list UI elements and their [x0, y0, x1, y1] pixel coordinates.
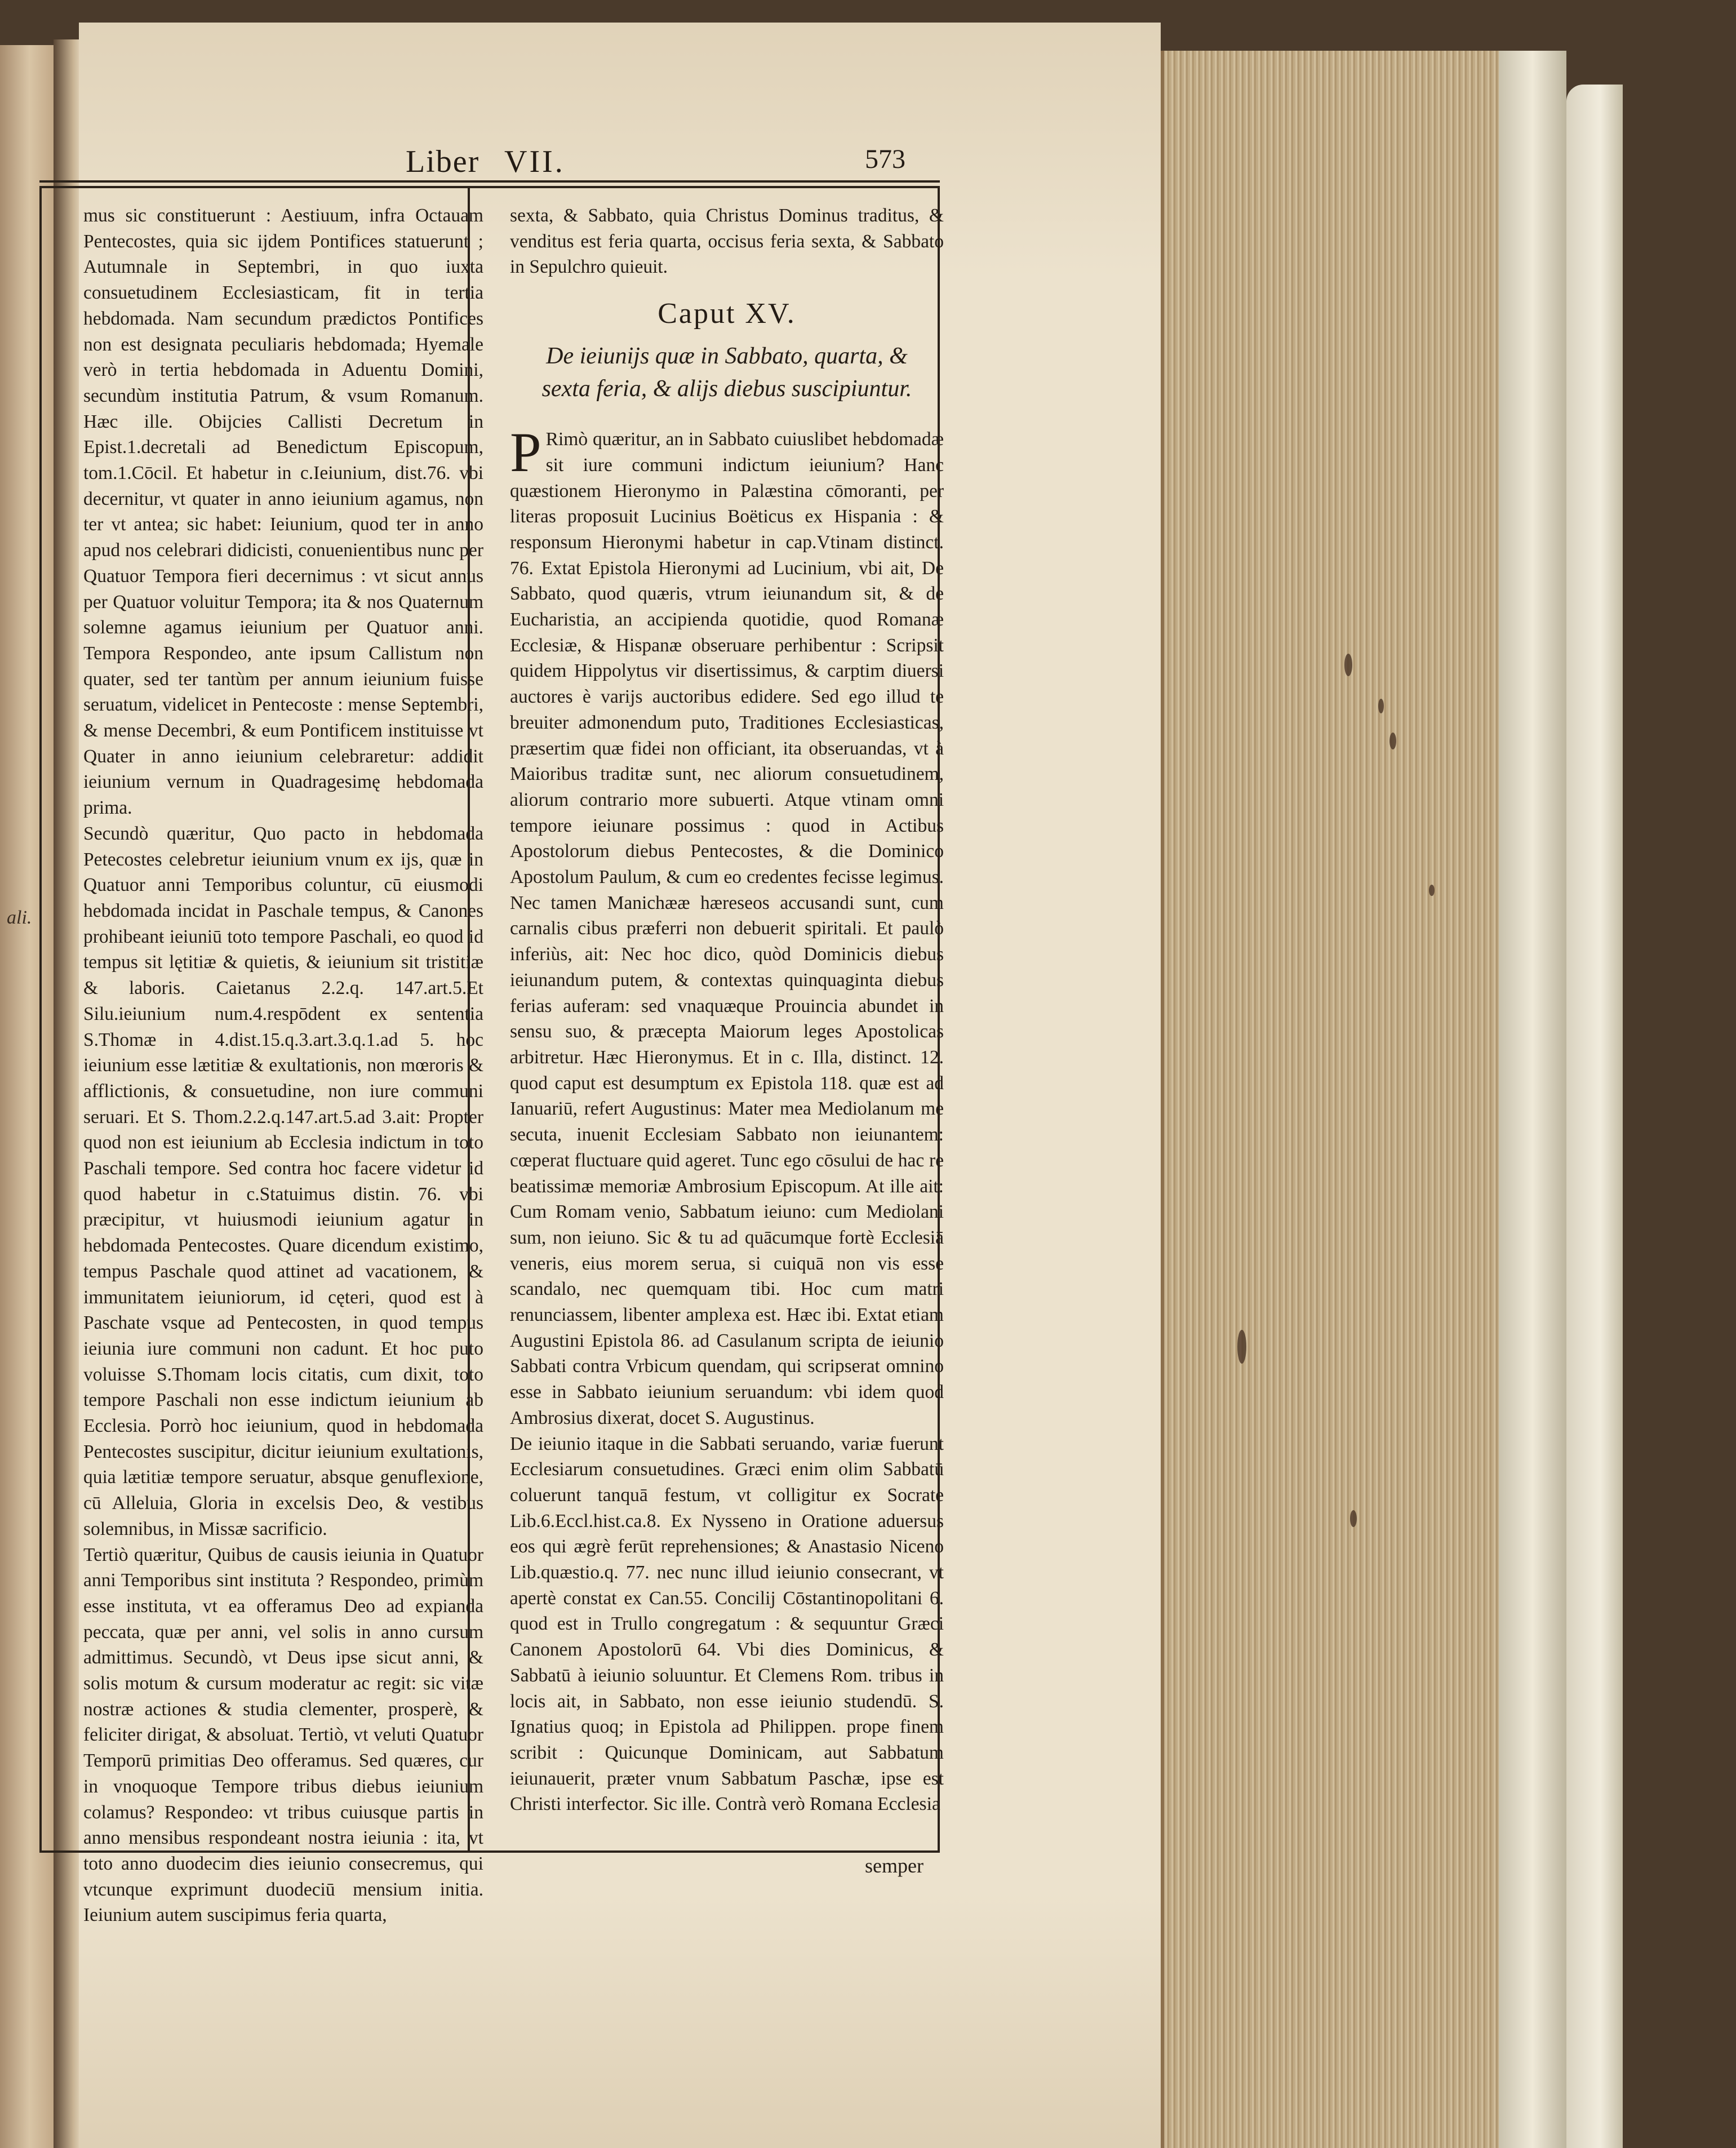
running-head-book-number: VII.: [504, 144, 565, 179]
vellum-binding: [1499, 51, 1566, 2148]
left-column: [83, 203, 483, 1928]
left-paragraph: Secundò quæritur, Quo pacto in hebdomada Petecostes celebretur ieiunium vnum ex ijs, quæ in Quatuor anni Temporibus coluntur, cū eiusmodi hebdomada incidat in Paschale tempus, & Canones prohibeanŧ ieiuniū toto tempore Paschali, eo quod id tempus sit lętitiæ & quietis, & ieiunium sit tristitiæ & laboris. Caietanus 2.2.q. 147.art.5.Et Silu.ieiunium num.4.respōdent ex sententia S.Thomæ in 4.dist.15.q.3.art.3.q.1.ad 5. hoc ieiunium esse lætitiæ & exultationis, non mœroris & afflictionis, & consuetudine, non iure communi seruari. Et S. Thom.2.2.q.147.art.5.ad 3.ait: Propter quod non est ieiunium ab Ecclesia indictum in toto Paschali tempore. Sed contra hoc facere videtur id quod habetur in c.Statuimus distin. 76. vbi præcipitur, vt huiusmodi ieiunium agatur in hebdomada Pentecostes. Quare dicendum existimo, tempus Paschale quod attinet ad vacationem, & immunitatem ieiuniorum, id cęteri, quod est à Paschate vsque ad Pentecosten, in quod tempus ieiunia iure communi non cadunt. Et hoc puto voluisse S.Thomam locis citatis, cum dixit, toto tempore Paschali non esse indictum ieiunium ab Ecclesia. Porrò hoc ieiunium, quod in hebdomada Pentecostes suscipitur, dicitur ieiunium exultationis, quia lætitiæ tempore seruatur, absque genuflexione, cū Alleluia, Gloria in excelsis Deo, & vestibus solemnibus, in Missæ sacrificio.: [83, 823, 483, 1539]
facing-page-fragment: ali.: [7, 907, 32, 928]
drop-cap: P: [510, 421, 541, 484]
page-number: 573: [865, 144, 905, 174]
chapter-heading: Caput XV.: [658, 298, 796, 330]
chapter-first-paragraph: [510, 421, 944, 1431]
catchword: semper: [865, 1854, 924, 1877]
right-column: [510, 203, 944, 1817]
right-opening-paragraph: sexta, & Sabbato, quia Christus Dominus traditus, & venditus est feria quarta, occisus feria sexta, & Sabbato in Sepulchro quieuit.: [510, 205, 944, 278]
page-fore-edge: [1161, 51, 1502, 2148]
header-rule: [39, 180, 940, 183]
left-paragraph: mus sic constituerunt : Aestiuum, infra Octauam Pentecostes, quia sic ijdem Pontifices statuerunt ; Autumnale in Septembri, in quo iuxta consuetudinem Ecclesiasticam, fit in tertia hebdomada. Nam secundum prædictos Pontifices non est designata peculiaris hebdomada; Hyemale verò in tertia hebdomada in Aduentu Domini, secundùm institutia Patrum, & vsum Romanum. Hæc ille. Obijcies Callisti Decretum in Epist.1.decretali ad Benedictum Episcopum, tom.1.Cōcil. Et habetur in c.Ieiunium, dist.76. vbi decernitur, vt quater in anno ieiunium agamus, non ter vt antea; sic habet: Ieiunium, quod ter in anno apud nos celebrari didicisti, conuenientibus nunc per Quatuor Tempora fieri decernimus : vt sicut annus per Quatuor voluitur Tempora; ita & nos Quaternum solemne agamus ieiunium per Quatuor anni. Tempora Respondeo, ante ipsum Callistum non quater, sed ter tantùm per annum ieiunium fuisse seruatum, videlicet in Pentecoste : mense Septembri, & mense Decembri, & eum Pontificem instituisse vt Quater in anno ieiunium celebraretur: addidit ieiunium vernum in Quadragesimę hebdomada prima.: [83, 205, 483, 819]
running-head-book: Liber: [406, 144, 480, 179]
vellum-binding-flap: [1566, 85, 1623, 2148]
chapter-second-paragraph: De ieiunio itaque in die Sabbati seruando, variæ fuerunt Ecclesiarum consuetudines. Græci enim olim Sabbatū coluerunt tanquā festum, vt colligitur ex Socrate Lib.6.Eccl.hist.ca.8. Ex Nysseno in Oratione aduersus eos qui ægrè ferūt reprehensiones; & Anastasio Niceno Lib.quæstio.q. 77. nec nunc illud ieiunio consecrant, vt apertè constat ex Can.55. Concilij Cōstantinopolitani 6. quod est in Trullo congregatum : & sequuntur Græci Canonem Apostolorū 64. Vbi dies Dominicus, & Sabbatū à ieiunio soluuntur. Et Clemens Rom. tribus in locis ait, in Sabbato, non esse ieiunio studendū. S. Ignatius quoq; in Epistola ad Philippen. prope finem scribit : Quicunque Dominicam, aut Sabbatum ieiunauerit, præter vnum Sabbatum Paschæ, ipse est Christi interfector. Sic ille. Contrà verò Romana Ecclesia: [510, 1433, 944, 1815]
chapter-title: De ieiunijs quæ in Sabbato, quarta, & sexta feria, & alijs diebus suscipiuntur.: [541, 343, 912, 402]
paragraph-text: Rimò quæritur, an in Sabbato cuiuslibet hebdomadæ sit iure communi indictum ieiunium? Hanc quæstionem Hieronymo in Palæstina cōmoranti, per literas proposuit Lucinius Boëticus ex Hispania : & responsum Hieronymi habetur in cap.Vtinam distinct. 76. Extat Epistola Hieronymi ad Lucinium, vbi ait, De Sabbato, quod quæris, vtrum ieiunandum sit, & de Eucharistia, an accipienda quotidie, quod Romanæ Ecclesiæ, & Hispanæ obseruare perhibentur : Scripsit quidem Hippolytus vir disertissimus, & carptim diuersi auctores è varijs auctoribus edidere. Sed ego illud te breuiter admonendum puto, Traditiones Ecclesiasticas, præsertim quæ fidei non officiant, ita obseruandas, vt à Maioribus traditæ sunt, nec aliorum consuetudinem, aliorum contrario more subuerti. Atque vtinam omni tempore ieiunare possimus : quod in Actibus Apostolorum diebus Pentecostes, & die Dominico Apostolum Paulum, & cum eo credentes fecisse legimus. Nec tamen Manichææ hæreseos accusandi sunt, cum carnalis cibus præferri non debuerit spiritali. Et paulò inferiùs, ait: Nec hoc dico, quòd Dominicis diebus ieiunandum putem, & contextas quinquaginta diebus ferias auferam: sed vnaquæque Prouincia abundet in sensu suo, & præcepta Maiorum leges Apostolicas arbitretur. Hæc Hieronymus. Et in c. Illa, distinct. 12. quod caput est desumptum ex Epistola 118. quæ est ad Ianuariū, refert Augustinus: Mater mea Mediolanum me secuta, inuenit Ecclesiam Sabbato non ieiunantem: cœperat fluctuare quid ageret. Tunc ego cōsului de hac re beatissimæ memoriæ Ambrosium Episcopum. At ille ait: Cum Romam venio, Sabbatum ieiuno: cum Mediolani sum, non ieiuno. Sic & tu ad quācumque fortè Ecclesiā veneris, eius morem serua, si cuiquā non vis esse scandalo, nec quemquam tibi. Hoc cum matri renunciassem, libenter amplexa est. Hæc ibi. Extat etiam Augustini Epistola 86. ad Casulanum scripta de ieiunio Sabbati contra Vrbicum quendam, qui scripserat omnino esse in Sabbato ieiunium seruandum: vbi idem quod Ambrosius dixerat, docet S. Augustinus.: [510, 429, 944, 1428]
left-paragraph: Tertiò quæritur, Quibus de causis ieiunia in Quatuor anni Temporibus sint instituta ? Respondeo, primùm esse instituta, vt ea offeramus Deo ad expianda peccata, quæ per anni, vel solis in anno cursum admittimus. Secundò, vt Deus ipse sicut anni, & solis motum & cursum moderatur ac regit: sic vitæ nostræ actiones & studia clementer, prosperè, & feliciter dirigat, & absoluat. Tertiò, vt veluti Quatuor Temporū primitias Deo offeramus. Sed quæres, cur in vnoquoque Tempore tribus diebus ieiunium colamus? Respondeo: vt tribus cuiusque partis in anno mensibus respondeant nostra ieiunia : ita, vt toto anno duodecim dies ieiunio consecremus, qui vtcunque exprimunt duodeciū mensium initia. Ieiunium autem suscipimus feria quarta,: [83, 1544, 483, 1926]
